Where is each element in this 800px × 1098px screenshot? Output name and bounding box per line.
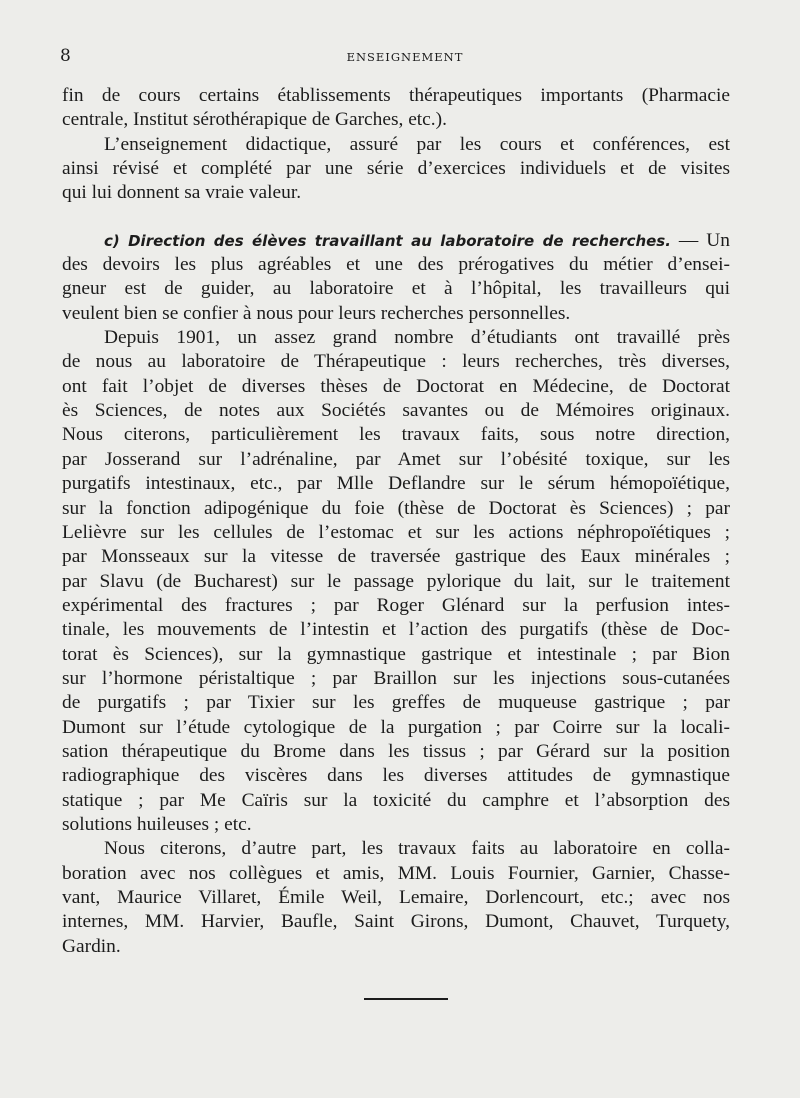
text-line: sur la fonction adipogénique du foie (thèse de Doctorat ès Sciences) ; par bbox=[62, 497, 730, 519]
text-line: L’enseignement didactique, assuré par les cours et conférences, est bbox=[104, 133, 730, 155]
text-line: ainsi révisé et complété par une série d’exercices individuels et de visites bbox=[62, 158, 730, 180]
text-line: solutions huileuses ; etc. bbox=[62, 813, 252, 835]
text-line: qui lui donnent sa vraie valeur. bbox=[62, 182, 302, 204]
text-line: tinale, les mouvements de l’intestin et l’action des purgatifs (thèse de Doc- bbox=[62, 619, 730, 641]
text-line: boration avec nos collègues et amis, MM. Louis Fournier, Garnier, Chasse- bbox=[62, 862, 730, 884]
text-line: Dumont sur l’étude cytologique de la purgation ; par Coirre sur la locali- bbox=[62, 716, 730, 738]
text-line: Nous citerons, d’autre part, les travaux faits au laboratoire en colla- bbox=[104, 838, 730, 860]
text-line: ès Sciences, de notes aux Sociétés savantes ou de Mémoires originaux. bbox=[62, 400, 730, 422]
text-line: de purgatifs ; par Tixier sur les greffes de muqueuse gastrique ; par bbox=[62, 692, 730, 714]
subheading-line bbox=[62, 229, 730, 253]
text-line: expérimental des fractures ; par Roger Glénard sur la perfusion intes- bbox=[62, 594, 730, 616]
text-line: internes, MM. Harvier, Baufle, Saint Girons, Dumont, Chauvet, Turquety, bbox=[62, 911, 730, 933]
text-line: veulent bien se confier à nous pour leurs recherches personnelles. bbox=[62, 302, 571, 324]
text-line: centrale, Institut sérothérapique de Garches, etc.). bbox=[62, 109, 447, 131]
text-line: Gardin. bbox=[62, 935, 121, 957]
text-line: par Slavu (de Bucharest) sur le passage pylorique du lait, sur le traitement bbox=[62, 570, 730, 592]
text-line: sur l’hormone péristaltique ; par Braillon sur les injections sous-cutanées bbox=[62, 667, 730, 689]
text-line: Lelièvre sur les cellules de l’estomac et sur les actions néphropoïétiques ; bbox=[62, 521, 730, 543]
paragraph-4 bbox=[62, 326, 730, 837]
text-line: par Josserand sur l’adrénaline, par Amet sur l’obésité toxique, sur les bbox=[62, 448, 730, 470]
paragraph-3 bbox=[62, 229, 730, 326]
body-text bbox=[62, 84, 730, 959]
text-line: Depuis 1901, un assez grand nombre d’étudiants ont travaillé près bbox=[104, 327, 730, 349]
text-line: gneur est de guider, au laboratoire et à l’hôpital, les travailleurs qui bbox=[62, 278, 730, 300]
text-line: statique ; par Me Caïris sur la toxicité du camphre et l’absorption des bbox=[62, 789, 730, 811]
text-line: de nous au laboratoire de Thérapeutique : leurs recherches, très diverses, bbox=[62, 351, 730, 373]
text-line: torat ès Sciences), sur la gymnastique gastrique et intestinale ; par Bion bbox=[62, 643, 730, 665]
page-number: 8 bbox=[60, 46, 71, 66]
paragraph-5 bbox=[62, 837, 730, 959]
text-line: vant, Maurice Villaret, Émile Weil, Lemaire, Dorlencourt, etc.; avec nos bbox=[62, 887, 730, 908]
text-line: des devoirs les plus agréables et une des prérogatives du métier d’ensei- bbox=[62, 254, 730, 276]
running-head: ENSEIGNEMENT bbox=[346, 50, 464, 64]
text-fragment: — Un bbox=[678, 229, 730, 251]
text-line: ont fait l’objet de diverses thèses de Doctorat en Médecine, de Doctorat bbox=[62, 375, 730, 397]
text-line: Nous citerons, particulièrement les travaux faits, sous notre direction, bbox=[62, 424, 730, 446]
text-line: radiographique des viscères dans les diverses attitudes de gymnastique bbox=[62, 765, 730, 787]
text-line: sation thérapeutique du Brome dans les tissus ; par Gérard sur la position bbox=[62, 740, 730, 762]
section-end-rule bbox=[364, 998, 448, 1000]
text-line: fin de cours certains établissements thérapeutiques importants (Pharmacie bbox=[62, 85, 730, 106]
text-line: par Monsseaux sur la vitesse de traversée gastrique des Eaux minérales ; bbox=[62, 546, 730, 568]
section-subheading: c) Direction des élèves travaillant au laboratoire de recherches. bbox=[104, 231, 671, 250]
paragraph-2 bbox=[62, 133, 730, 206]
paragraph-1 bbox=[62, 84, 730, 133]
text-line: purgatifs intestinaux, etc., par Mlle Deflandre sur le sérum hémopoïétique, bbox=[62, 473, 730, 495]
page-header bbox=[60, 46, 750, 70]
